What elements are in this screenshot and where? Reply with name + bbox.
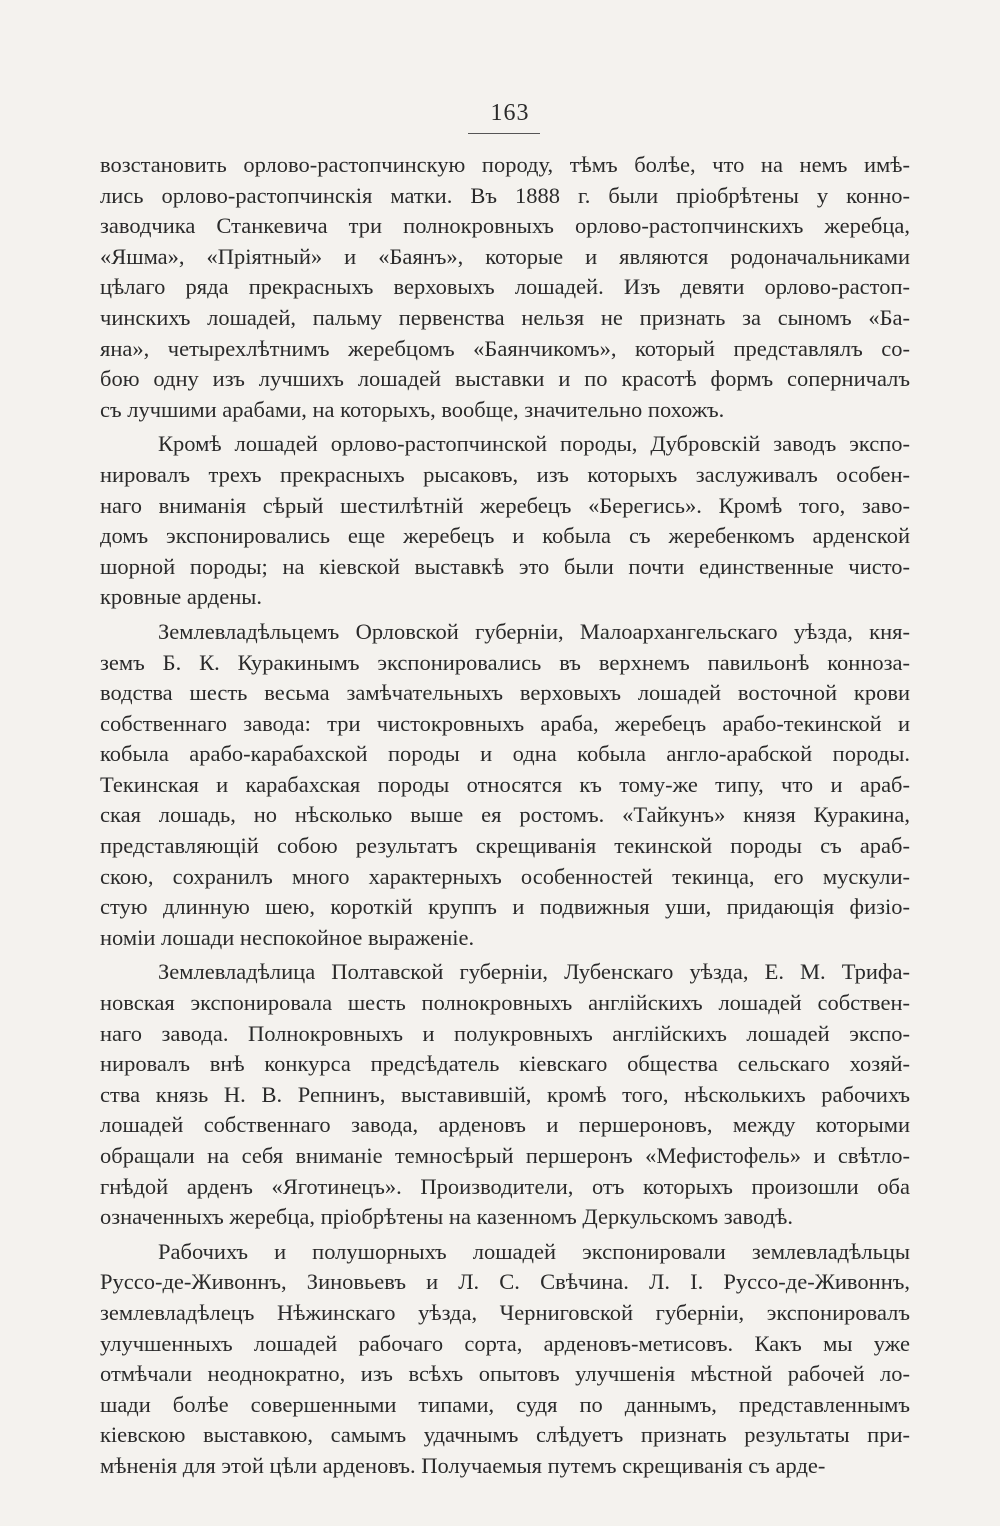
text-line: шорной породы; на кіевской выставкѣ это были почти единственные чисто-	[100, 553, 910, 579]
paragraph	[100, 1237, 910, 1482]
paragraph	[100, 429, 910, 613]
text-line: мѣненія для этой цѣли арденовъ. Получаемыя путемъ скрещиванія съ арде-	[100, 1452, 826, 1478]
text-line: обращали на себя вниманіе темносѣрый першеронъ «Мефистофель» и свѣтло-	[100, 1143, 910, 1168]
text-line: землевладѣлецъ Нѣжинскаго уѣзда, Черниговской губерніи, экспонировалъ	[100, 1299, 910, 1325]
text-line: цѣлаго ряда прекрасныхъ верховыхъ лошадей. Изъ девяти орлово-растоп-	[100, 274, 910, 300]
text-line: бою одну изъ лучшихъ лошадей выставки и по красотѣ формъ соперничалъ	[100, 366, 910, 392]
text-line: шади болѣе совершенными типами, судя по даннымъ, представленнымъ	[100, 1391, 910, 1417]
paragraph	[100, 957, 910, 1232]
text-line: нировалъ трехъ прекрасныхъ рысаковъ, изъ которыхъ заслуживалъ особен-	[100, 461, 910, 487]
text-line: Рабочихъ и полушорныхъ лошадей экспонировали землевладѣльцы	[158, 1238, 910, 1264]
text-line: Землевладѣльцемъ Орловской губерніи, Малоархангельскаго уѣзда, кня-	[158, 618, 910, 644]
text-line: лошадей собственнаго завода, арденовъ и першероновъ, между которыми	[100, 1112, 910, 1138]
paragraph	[100, 617, 910, 954]
text-line: Руссо-де-Живоннъ, Зиновьевъ и Л. С. Свѣчина. Л. І. Руссо-де-Живоннъ,	[100, 1269, 910, 1295]
text-line: кобыла арабо-карабахской породы и одна кобыла англо-арабской породы.	[100, 741, 910, 767]
text-line: съ лучшими арабами, на которыхъ, вообще, значительно похожъ.	[100, 396, 725, 422]
text-line: лись орлово-растопчинскія матки. Въ 1888 г. были пріобрѣтены у конно-	[100, 182, 910, 208]
text-line: собственнаго завода: три чистокровныхъ араба, жеребецъ арабо-текинской и	[100, 710, 910, 736]
text-line: улучшенныхъ лошадей рабочаго сорта, арденовъ-метисовъ. Какъ мы уже	[100, 1330, 910, 1356]
text-line: гнѣдой арденъ «Яготинецъ». Производители, отъ которыхъ произошли оба	[100, 1173, 910, 1199]
text-line: Землевладѣлица Полтавской губерніи, Лубенскаго уѣзда, Е. М. Трифа-	[158, 959, 910, 985]
text-line: ская лошадь, но нѣсколько выше ея ростомъ. «Тайкунъ» князя Куракина,	[100, 802, 910, 828]
text-line: нировалъ внѣ конкурса предсѣдатель кіевскаго общества сельскаго хозяй-	[100, 1051, 910, 1077]
text-line: наго вниманія сѣрый шестилѣтній жеребецъ «Берегись». Кромѣ того, заво-	[100, 492, 910, 518]
text-line: представляющій собою результатъ скрещиванія текинской породы съ араб-	[100, 833, 910, 859]
text-line: кіевскою выставкою, самымъ удачнымъ слѣдуетъ признать результаты при-	[100, 1422, 910, 1448]
text-line: новская экспонировала шесть полнокровныхъ англійскихъ лошадей собствен-	[100, 990, 910, 1016]
text-line: Текинская и карабахская породы относятся къ тому-же типу, что и араб-	[100, 771, 910, 797]
text-line: кровные ардены.	[100, 584, 262, 610]
text-line: означенныхъ жеребца, пріобрѣтены на казенномъ Деркульскомъ заводѣ.	[100, 1204, 793, 1230]
page-number-rule	[468, 133, 540, 134]
text-line: яна», четырехлѣтнимъ жеребцомъ «Баянчикомъ», который представлялъ со-	[100, 335, 910, 361]
text-line: заводчика Станкевича три полнокровныхъ орлово-растопчинскихъ жеребца,	[100, 213, 910, 239]
text-line: скою, сохранилъ много характерныхъ особенностей текинца, его мускули-	[100, 863, 910, 889]
text-line: домъ экспонировались еще жеребецъ и кобыла съ жеребенкомъ арденской	[100, 523, 910, 549]
text-line: «Яшма», «Пріятный» и «Баянъ», которые и являются родоначальниками	[100, 243, 910, 269]
text-line: наго завода. Полнокровныхъ и полукровныхъ англійскихъ лошадей экспо-	[100, 1020, 910, 1046]
text-line: Кромѣ лошадей орлово-растопчинской породы, Дубровскій заводъ экспо-	[158, 431, 910, 457]
page-number: 163	[490, 100, 530, 126]
text-line: водства шесть весьма замѣчательныхъ верховыхъ лошадей восточной крови	[100, 680, 910, 706]
body-text	[100, 150, 910, 1482]
text-line: земъ Б. К. Куракинымъ экспонировались въ верхнемъ павильонѣ конноза-	[100, 649, 910, 675]
paragraph	[100, 150, 910, 425]
text-line: номіи лошади неспокойное выраженіе.	[100, 924, 475, 950]
text-line: чинскихъ лошадей, пальму первенства нельзя не признать за сыномъ «Ба-	[100, 304, 910, 330]
text-line: ства князь Н. В. Репнинъ, выставившій, кромѣ того, нѣсколькихъ рабочихъ	[100, 1081, 910, 1107]
text-line: возстановить орлово-растопчинскую породу, тѣмъ болѣе, что на немъ имѣ-	[100, 152, 910, 177]
text-line: отмѣчали неоднократно, изъ всѣхъ опытовъ улучшенія мѣстной рабочей ло-	[100, 1361, 910, 1387]
text-line: стую длинную шею, короткій круппъ и подвижныя уши, придающія физіо-	[100, 894, 910, 920]
